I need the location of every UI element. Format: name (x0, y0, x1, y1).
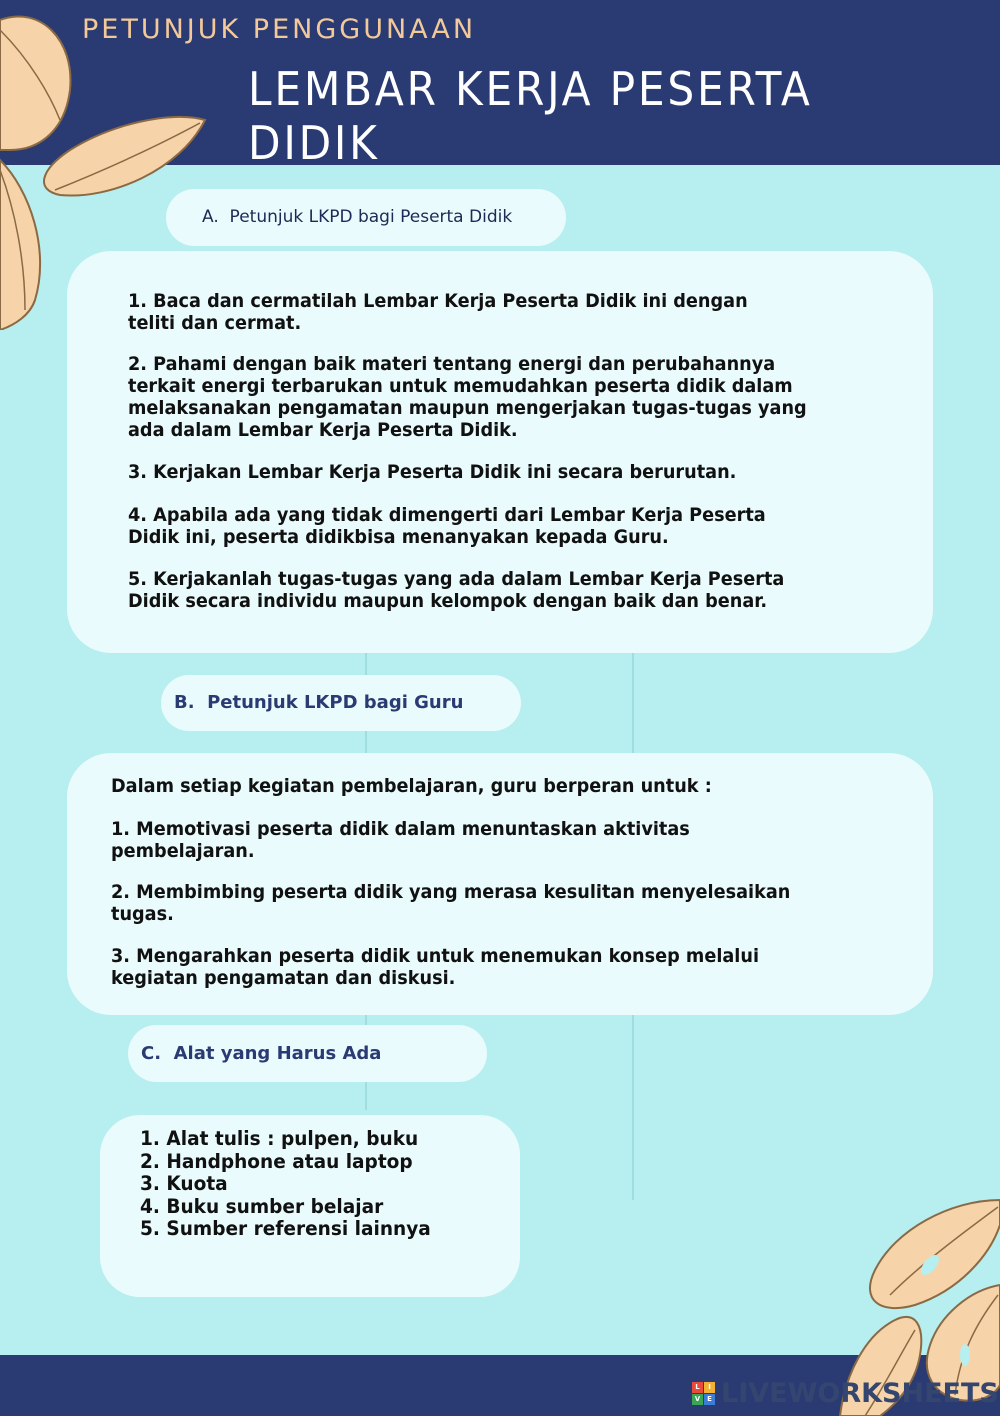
brand-letter: V (692, 1394, 703, 1405)
section-b-intro: Dalam setiap kegiatan pembelajaran, guru berperan untuk : (111, 775, 712, 797)
section-b-title: Petunjuk LKPD bagi Guru (207, 692, 464, 713)
list-item: 3. Mengarahkan peserta didik untuk menemukan konsep melalui kegiatan pengamatan dan diskusi. (111, 945, 760, 989)
list-item: 2. Handphone atau laptop (140, 1149, 413, 1173)
brand-letter: E (704, 1394, 715, 1405)
section-c-letter: C. (141, 1043, 162, 1064)
list-item: 4. Buku sumber belajar (140, 1194, 384, 1218)
list-item: 3. Kerjakan Lembar Kerja Peserta Didik ini secara berurutan. (128, 461, 737, 483)
section-b-letter: B. (174, 692, 195, 713)
section-b-heading (174, 692, 463, 713)
list-item: 2. Membimbing peserta didik yang merasa kesulitan menyelesaikan tugas. (111, 881, 791, 925)
section-a-letter: A. (202, 207, 219, 227)
section-c-title: Alat yang Harus Ada (173, 1043, 382, 1064)
list-item: 1. Baca dan cermatilah Lembar Kerja Peserta Didik ini dengan teliti dan cermat. (128, 290, 748, 334)
pre-title: PETUNJUK PENGGUNAAN (82, 14, 477, 45)
brand-letter: I (704, 1382, 715, 1393)
brand-grid-icon (692, 1382, 715, 1405)
page-title: LEMBAR KERJA PESERTA DIDIK (248, 62, 813, 170)
liveworksheets-logo (692, 1378, 999, 1408)
brand-letter: L (692, 1382, 703, 1393)
list-item: 2. Pahami dengan baik materi tentang energi dan perubahannya terkait energi terbarukan untuk memudahkan peserta didik dalam melaksanakan pengamatan maupun mengerjakan tugas-tugas yang ada dalam Lembar Kerja Peserta Didik. (128, 353, 807, 441)
list-item: 1. Alat tulis : pulpen, buku (140, 1127, 419, 1150)
brand-name: LIVEWORKSHEETS (721, 1377, 999, 1409)
section-c-heading (141, 1043, 381, 1064)
list-item: 1. Memotivasi peserta didik dalam menuntaskan aktivitas pembelajaran. (111, 818, 690, 862)
section-a-heading (202, 207, 512, 227)
list-item: 5. Kerjakanlah tugas-tugas yang ada dalam Lembar Kerja Peserta Didik secara individu maupun kelompok dengan baik dan benar. (128, 568, 785, 612)
list-item: 4. Apabila ada yang tidak dimengerti dari Lembar Kerja Peserta Didik ini, peserta didikbisa menanyakan kepada Guru. (128, 504, 766, 548)
tools-list (140, 1128, 431, 1241)
list-item: 5. Sumber referensi lainnya (140, 1217, 431, 1240)
section-a-title: Petunjuk LKPD bagi Peserta Didik (229, 207, 513, 227)
list-item: 3. Kuota (140, 1172, 228, 1195)
